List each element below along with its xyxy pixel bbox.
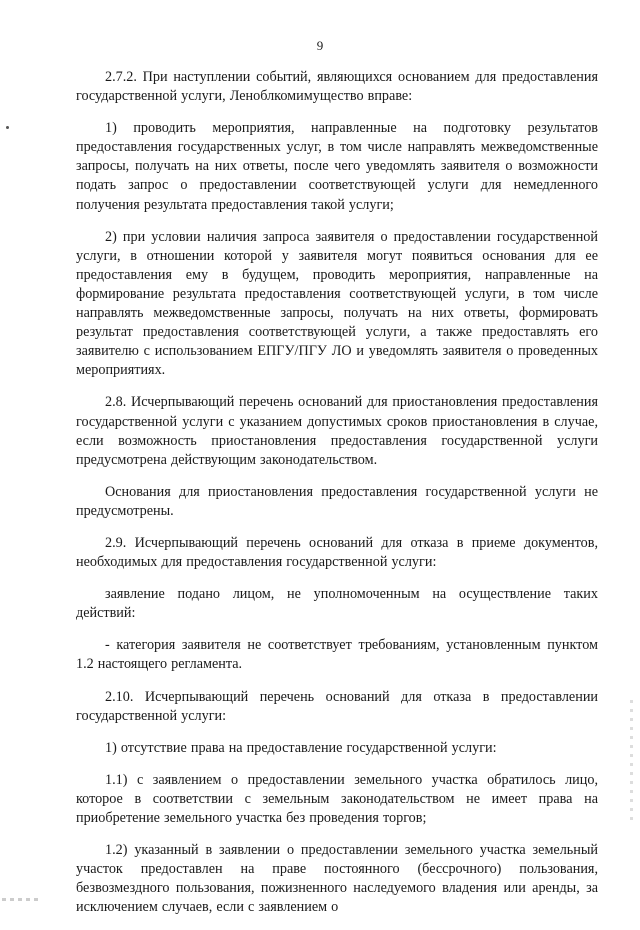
paragraph-2-8: 2.8. Исчерпывающий перечень оснований для приостановления предоставления государственной услуги с указанием допустимых сроков приостановления в случае, если возможность приостановления предоставления государственной услуги предусмотрена действующим законодательством.	[76, 394, 598, 468]
paragraph-2-10: 2.10. Исчерпывающий перечень оснований для отказа в предоставлении государственной услуги:	[76, 688, 598, 724]
paragraph-2-7-2: 2.7.2. При наступлении событий, являющихся основанием для предоставления государственной услуги, Леноблкомимущество вправе:	[76, 69, 598, 105]
paragraph-item-1: 1) проводить мероприятия, направленные на подготовку результатов предоставления государственных услуг, в том числе направлять межведомственные запросы, получать на них ответы, после чего уведомлять заявителя о возможности подать запрос о предоставлении соответствующей услуги для немедленного получения результата предоставления такой услуги;	[76, 120, 598, 213]
paragraph-applicant-category: - категория заявителя не соответствует требованиям, установленным пунктом 1.2 настоящего регламента.	[76, 637, 598, 673]
paragraph-item-2: 2) при условии наличия запроса заявителя о предоставлении государственной услуги, в отношении которой у заявителя могут появиться основания для ее предоставления ему в будущем, проводить мероприятия, направленные на формирование результата предоставления соответствующей услуги, в том числе направлять межведомственные запросы, получать на них ответы, формировать результат предоставления соответствующей услуги, а также предоставлять его заявителю с использованием ЕПГУ/ПГУ ЛО и уведомлять заявителя о проведенных мероприятиях.	[76, 228, 598, 379]
paragraph-2-9: 2.9. Исчерпывающий перечень оснований для отказа в приеме документов, необходимых для предоставления государственной услуги:	[76, 534, 598, 571]
page-number: 9	[316, 38, 324, 53]
paragraph-suspension-grounds: Основания для приостановления предоставления государственной услуги не предусмотрены.	[76, 483, 598, 519]
paragraph-no-right: 1) отсутствие права на предоставление государственной услуги:	[105, 739, 497, 756]
document-body	[76, 68, 598, 930]
scan-edge-artifact	[630, 700, 633, 820]
scan-edge-artifact-bottom	[2, 898, 42, 901]
scan-artifact-dot	[6, 126, 9, 129]
paragraph-item-1-2: 1.2) указанный в заявлении о предоставлении земельного участка земельный участок предоставлен на праве постоянного (бессрочного) пользования, безвозмездного пользования, пожизненного наследуемого владения или аренды, за исключением случаев, если с заявлением о	[76, 842, 598, 916]
paragraph-unauthorized-person: заявление подано лицом, не уполномоченным на осуществление таких действий:	[76, 586, 598, 622]
paragraph-item-1-1: 1.1) с заявлением о предоставлении земельного участка обратилось лицо, которое в соответствии с земельным законодательством не имеет права на приобретение земельного участка без проведения торгов;	[76, 771, 598, 826]
